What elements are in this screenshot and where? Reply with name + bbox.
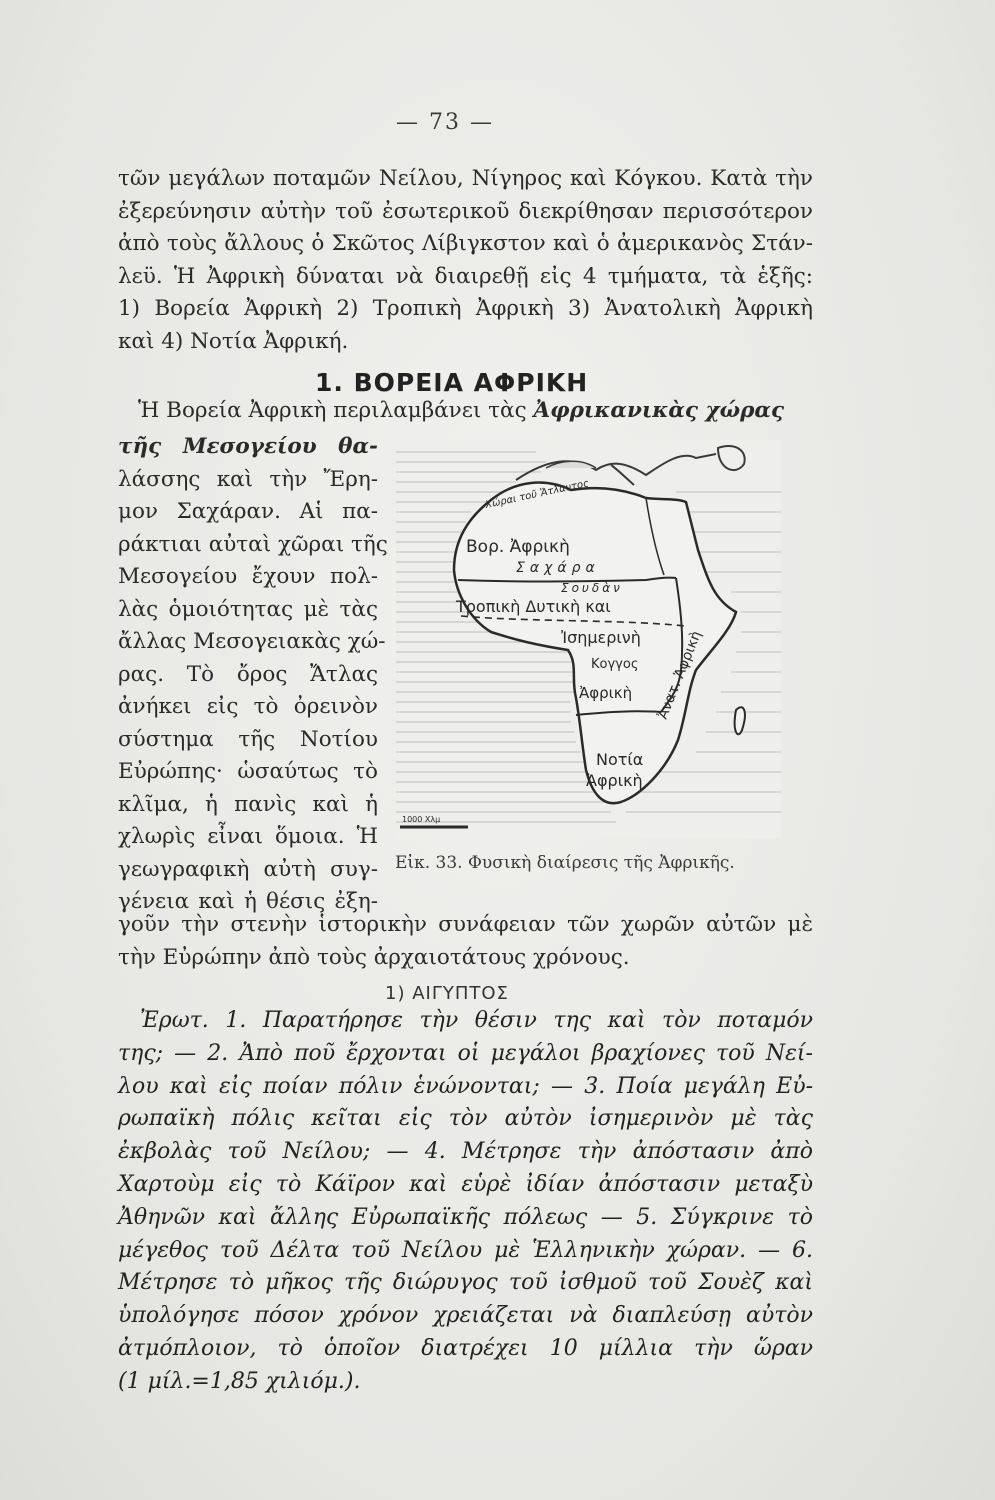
intro-line: ἀπὸ τοὺς ἄλλους ὁ Σκῶτος Λίβιγκστον καὶ ὁ ἀμερικανὸς Στάν- bbox=[118, 231, 813, 256]
intro-line: λεϋ. Ἡ Ἀφρικὴ δύναται νὰ διαιρεθῇ εἰς 4 τμήματα, τὰ ἑξῆς: bbox=[118, 263, 813, 289]
section-first-line bbox=[118, 398, 813, 423]
intro-line: τῶν μεγάλων ποταμῶν Νείλου, Νίγηρος καὶ Κόγκου. Κατὰ τὴν bbox=[118, 166, 813, 191]
narrow-line: χλωρὶς εἶναι ὅμοια. Ἡ bbox=[118, 824, 378, 849]
label-sahara: Σαχάρα bbox=[516, 560, 600, 576]
page-number: — 73 — bbox=[396, 110, 494, 135]
narrow-line: Μεσογείου ἔχουν πολ- bbox=[118, 564, 378, 589]
narrow-line: ρας. Τὸ ὄρος Ἄτλας bbox=[118, 661, 378, 687]
scale-label: 1000 Χλμ bbox=[402, 815, 441, 824]
narrow-line: γένεια καὶ ἡ θέσις ἐξη- bbox=[118, 889, 378, 914]
label-sudan: Σουδὰν bbox=[561, 581, 623, 595]
narrow-line: λὰς ὁμοιότητας μὲ τὰς bbox=[118, 596, 378, 622]
label-east: Ἀνατ. Ἀφρικὴ bbox=[654, 628, 705, 722]
narrow-line: μον Σαχάραν. Αἱ πα- bbox=[118, 499, 378, 524]
wide-line: γοῦν τὴν στενὴν ἱστορικὴν συνάφειαν τῶν χωρῶν αὐτῶν μὲ bbox=[118, 912, 813, 937]
question-line: λου καὶ εἰς ποίαν πόλιν ἑνώνονται; — 3. Ποία μεγάλη Εὐ- bbox=[118, 1073, 813, 1099]
question-line: Ἐρωτ. 1. Παρατήρησε τὴν θέσιν της καὶ τὸν ποταμόν bbox=[140, 1008, 813, 1033]
narrow-line: τῆς Μεσογείου θα- bbox=[118, 434, 378, 459]
question-line: μέγεθος τοῦ Δέλτα τοῦ Νείλου μὲ Ἑλληνικὴν χώραν. — 6. bbox=[118, 1237, 813, 1263]
label-north: Βορ. Ἀφρικὴ bbox=[466, 537, 570, 557]
section-first-line-text: Ἡ Βορεία Ἀφρικὴ περιλαμβάνει τὰς bbox=[138, 398, 527, 423]
question-line: Χαρτοὺμ εἰς τὸ Κάϊρον καὶ εὑρὲ ἰδίαν ἀπόστασιν μεταξὺ bbox=[118, 1171, 813, 1197]
africa-map bbox=[396, 440, 781, 838]
narrow-line: ράκτιαι αὐταὶ χῶραι τῆς bbox=[118, 531, 388, 557]
narrow-column bbox=[118, 431, 388, 919]
question-line: της; — 2. Ἀπὸ ποῦ ἔρχονται οἱ μεγάλοι βραχίονες τοῦ Νεί- bbox=[118, 1040, 813, 1066]
label-tropical: Τροπικὴ Δυτικὴ και bbox=[456, 597, 611, 616]
label-africa: Ἀφρικὴ bbox=[579, 684, 633, 702]
subheading: 1) ΑΙΓΥΠΤΟΣ bbox=[385, 983, 509, 1004]
question-line: ρωπαϊκὴ πόλις κεῖται εἰς τὸν αὐτὸν ἰσημερινὸν μὲ τὰς bbox=[118, 1106, 813, 1132]
narrow-line: λάσσης καὶ τὴν Ἔρη- bbox=[118, 466, 378, 492]
intro-line: ἐξερεύνησιν αὐτὴν τοῦ ἐσωτερικοῦ διεκρίθησαν περισσότερον bbox=[118, 198, 813, 224]
narrow-line: ἀνήκει εἰς τὸ ὀρεινὸν bbox=[118, 694, 378, 719]
question-line: Ἀθηνῶν καὶ ἄλλης Εὐρωπαϊκῆς πόλεως — 5. Σύγκρινε τὸ bbox=[118, 1204, 813, 1230]
continued-paragraph bbox=[118, 909, 813, 974]
narrow-line: γεωγραφικὴ αὐτὴ συγ- bbox=[118, 856, 378, 882]
figure-caption: Εἰκ. 33. Φυσικὴ διαίρεσις τῆς Ἀφρικῆς. bbox=[395, 853, 735, 873]
questions-block bbox=[118, 1005, 813, 1398]
section-heading: 1. ΒΟΡΕΙΑ ΑΦΡΙΚΗ bbox=[315, 368, 589, 397]
narrow-line: κλῖμα, ἡ πανὶς καὶ ἡ bbox=[118, 791, 378, 817]
intro-paragraph bbox=[118, 163, 813, 358]
label-south-2: Ἀφρικὴ bbox=[586, 771, 643, 790]
label-south: Νοτία bbox=[596, 750, 644, 769]
question-line: ἐκβολὰς τοῦ Νείλου; — 4. Μέτρησε τὴν ἀπόστασιν ἀπὸ bbox=[118, 1139, 813, 1165]
section-first-line-bold: Ἀφρικανικὰς χώρας bbox=[533, 398, 785, 423]
intro-line: 1) Βορεία Ἀφρικὴ 2) Τροπικὴ Ἀφρικὴ 3) Ἀνατολικὴ Ἀφρικὴ bbox=[118, 296, 813, 321]
question-line: Μέτρησε τὸ μῆκος τῆς διώρυγος τοῦ ἰσθμοῦ τοῦ Σουὲζ καὶ bbox=[118, 1270, 813, 1296]
question-line: ὑπολόγησε πόσον χρόνον χρειάζεται νὰ διαπλεύσῃ αὐτὸν bbox=[118, 1303, 813, 1329]
narrow-line: Εὐρώπης· ὡσαύτως τὸ bbox=[118, 759, 378, 784]
label-congo: Κογγος bbox=[591, 657, 639, 672]
intro-line: καὶ 4) Νοτία Ἀφρική. bbox=[118, 328, 349, 354]
question-line: ἀτμόπλοιον, τὸ ὁποῖον διατρέχει 10 μίλλια τὴν ὥραν bbox=[118, 1335, 813, 1361]
narrow-line: ἄλλας Μεσογειακὰς χώ- bbox=[118, 629, 386, 654]
label-atlas: Χώραι τοῦ Ἄτλαντος bbox=[484, 478, 590, 511]
wide-line: τὴν Εὐρώπην ἀπὸ τοὺς ἀρχαιοτάτους χρόνους. bbox=[118, 944, 630, 970]
label-equatorial: Ἰσημερινὴ bbox=[561, 628, 641, 647]
question-last-line: (1 μίλ.=1,85 χιλιόμ.). bbox=[118, 1368, 361, 1394]
narrow-line: σύστημα τῆς Νοτίου bbox=[118, 726, 378, 752]
